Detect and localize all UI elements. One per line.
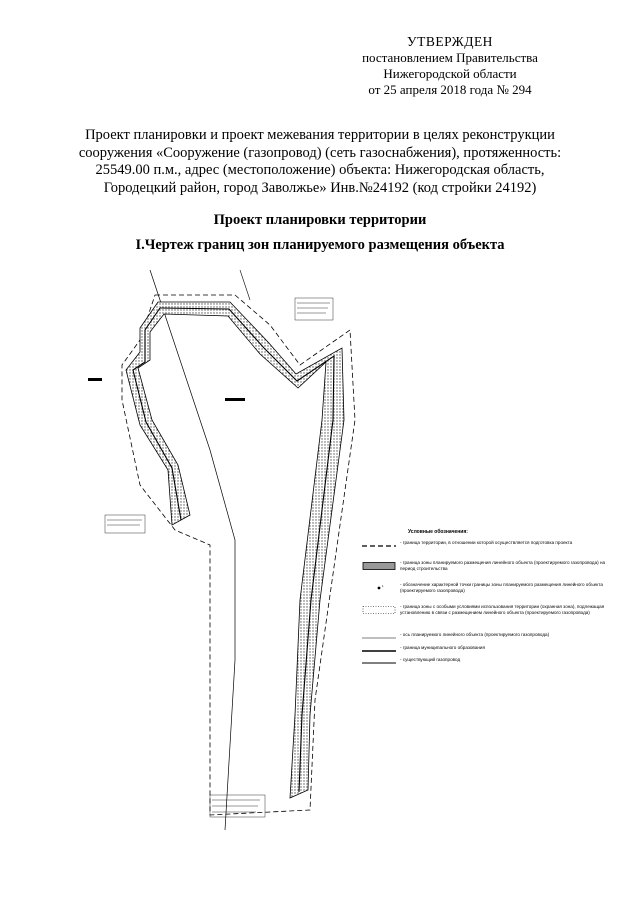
legend-item [360,540,620,552]
title-line: 25549.00 п.м., адрес (местоположение) объекта: Нижегородская область, [95,162,545,178]
hatched-zone-icon [362,562,396,570]
thick-line-icon [362,647,396,655]
svg-text:1: 1 [382,584,384,588]
legend-item [360,657,620,669]
legend-text: - граница зоны планируемого размещения линейного объекта (проектируемого газопровода) на период строительства [400,560,606,571]
title-line: Проект планировки и проект межевания территории в целях реконструкции [85,127,555,143]
annotation-block [295,298,333,320]
point-marker-icon [362,584,396,592]
plain-line-icon [362,659,396,667]
municipal-boundary [150,270,235,830]
legend-item [360,560,620,572]
legend-text: - граница территории, в отношении которой осуществляется подготовка проекта [400,540,573,545]
document-title [40,127,600,197]
dotted-box-icon [362,606,396,614]
legend-heading: Условные обозначения: [408,529,468,535]
drawing-title: I.Чертеж границ зон планируемого размещения объекта [135,237,505,253]
approval-block [330,34,570,98]
legend-item [360,645,620,657]
approval-heading: УТВЕРЖДЕН [407,34,493,49]
legend-item [360,604,620,616]
approval-date: от 25 апреля 2018 года № 294 [368,82,532,97]
section-title: Проект планировки территории [213,212,427,228]
legend-text: - существующий газопровод [400,657,461,662]
title-line: сооружения «Сооружение (газопровод) (сеть газоснабжения), протяженность: [78,144,562,161]
annotation-block [105,515,145,533]
planning-map [60,270,360,830]
title-line: Городецкий район, город Заволжье» Инв.№24192 (код стройки 24192) [103,179,537,196]
legend-text: - граница зоны с особыми условиями использования территории (охранная зона), подлежащая установлению в связи с размещением линейного объекта (проектируемого газопровода) [400,604,605,615]
dashed-line-icon [362,542,396,550]
approval-line: Нижегородской области [383,66,517,81]
point-label [88,378,102,381]
legend-text: - граница муниципального образования [400,645,485,650]
municipal-boundary [240,270,250,300]
thin-line-icon [362,634,396,642]
legend-text: - обозначение характерной точки границы зоны планируемого размещения линейного объекта (проектируемого газопровода) [400,582,603,593]
scale-mark [225,398,245,401]
approval-line: постановлением Правительства [362,50,538,65]
legend-text: - ось планируемого линейного объекта (проектируемого газопровода) [400,632,550,637]
legend-item [360,632,620,644]
legend-item [360,582,620,594]
